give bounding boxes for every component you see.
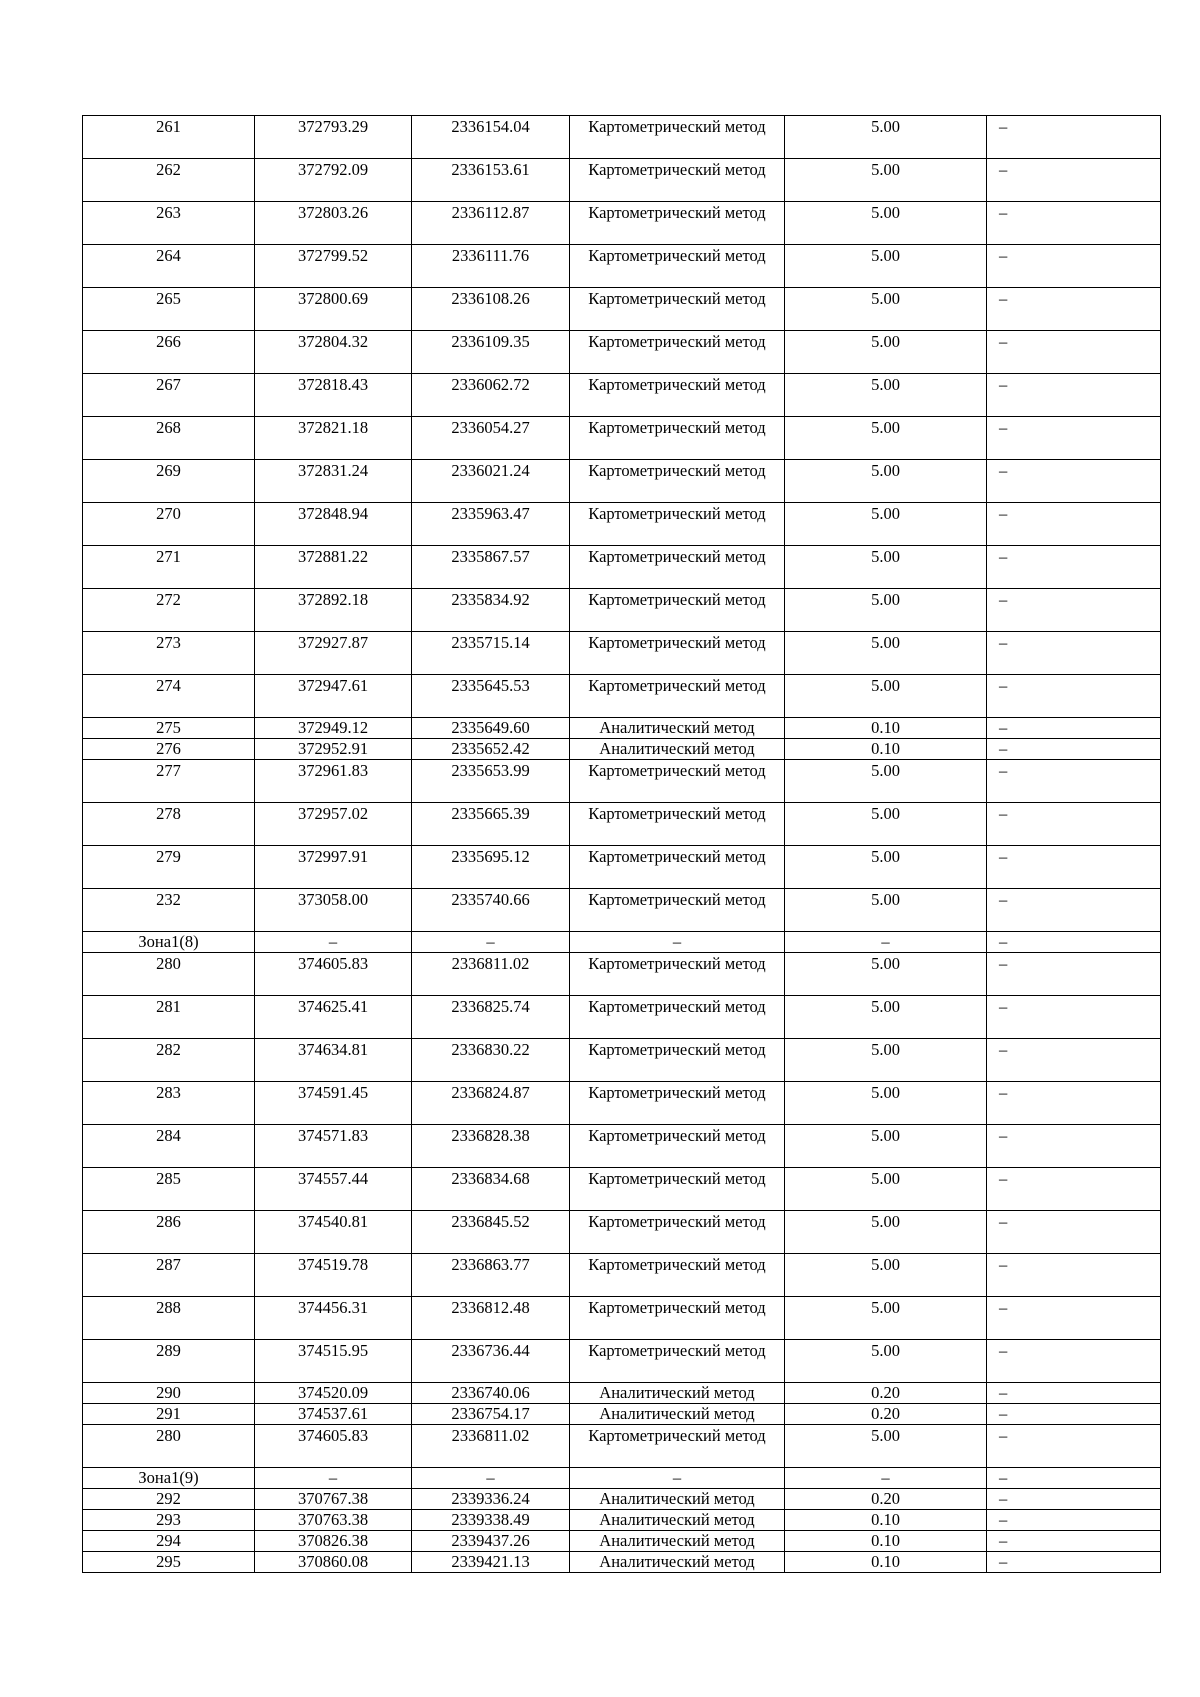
table-row xyxy=(83,374,1161,417)
point-number-cell: 265 xyxy=(83,288,255,331)
y-coordinate-cell: – xyxy=(412,1468,570,1489)
method-cell: Аналитический метод xyxy=(570,1531,785,1552)
note-cell: – xyxy=(987,803,1161,846)
note-cell: – xyxy=(987,1552,1161,1573)
y-coordinate-cell: 2336812.48 xyxy=(412,1297,570,1340)
y-coordinate-cell: 2335834.92 xyxy=(412,589,570,632)
note-cell: – xyxy=(987,1489,1161,1510)
point-number-cell: Зона1(8) xyxy=(83,932,255,953)
y-coordinate-cell: 2336845.52 xyxy=(412,1211,570,1254)
table-row xyxy=(83,846,1161,889)
x-coordinate-cell: 374625.41 xyxy=(255,996,412,1039)
y-coordinate-cell: 2335695.12 xyxy=(412,846,570,889)
note-cell: – xyxy=(987,1510,1161,1531)
y-coordinate-cell: 2335653.99 xyxy=(412,760,570,803)
method-cell: Картометрический метод xyxy=(570,159,785,202)
point-number-cell: 281 xyxy=(83,996,255,1039)
table-row xyxy=(83,1340,1161,1383)
method-cell: Картометрический метод xyxy=(570,1254,785,1297)
note-cell: – xyxy=(987,739,1161,760)
y-coordinate-cell: 2339421.13 xyxy=(412,1552,570,1573)
note-cell: – xyxy=(987,1254,1161,1297)
accuracy-cell: 5.00 xyxy=(785,116,987,159)
point-number-cell: 274 xyxy=(83,675,255,718)
y-coordinate-cell: 2336111.76 xyxy=(412,245,570,288)
accuracy-cell: 5.00 xyxy=(785,331,987,374)
point-number-cell: 285 xyxy=(83,1168,255,1211)
y-coordinate-cell: 2336062.72 xyxy=(412,374,570,417)
table-row xyxy=(83,1425,1161,1468)
note-cell: – xyxy=(987,632,1161,675)
note-cell: – xyxy=(987,546,1161,589)
point-number-cell: Зона1(9) xyxy=(83,1468,255,1489)
note-cell: – xyxy=(987,889,1161,932)
accuracy-cell: 5.00 xyxy=(785,996,987,1039)
accuracy-cell: 5.00 xyxy=(785,1168,987,1211)
x-coordinate-cell: 374605.83 xyxy=(255,1425,412,1468)
method-cell: Аналитический метод xyxy=(570,1489,785,1510)
x-coordinate-cell: 374537.61 xyxy=(255,1404,412,1425)
note-cell: – xyxy=(987,760,1161,803)
method-cell: Аналитический метод xyxy=(570,739,785,760)
table-row xyxy=(83,288,1161,331)
point-number-cell: 280 xyxy=(83,1425,255,1468)
y-coordinate-cell: 2335715.14 xyxy=(412,632,570,675)
point-number-cell: 277 xyxy=(83,760,255,803)
method-cell: – xyxy=(570,932,785,953)
method-cell: Аналитический метод xyxy=(570,1404,785,1425)
y-coordinate-cell: 2335652.42 xyxy=(412,739,570,760)
point-number-cell: 286 xyxy=(83,1211,255,1254)
method-cell: Картометрический метод xyxy=(570,632,785,675)
y-coordinate-cell: 2335665.39 xyxy=(412,803,570,846)
table-row xyxy=(83,546,1161,589)
accuracy-cell: 5.00 xyxy=(785,1425,987,1468)
accuracy-cell: 0.20 xyxy=(785,1383,987,1404)
note-cell: – xyxy=(987,1531,1161,1552)
note-cell: – xyxy=(987,331,1161,374)
accuracy-cell: 0.10 xyxy=(785,1552,987,1573)
method-cell: Картометрический метод xyxy=(570,846,785,889)
x-coordinate-cell: 372792.09 xyxy=(255,159,412,202)
method-cell: Картометрический метод xyxy=(570,675,785,718)
method-cell: – xyxy=(570,1468,785,1489)
point-number-cell: 278 xyxy=(83,803,255,846)
accuracy-cell: 0.10 xyxy=(785,739,987,760)
point-number-cell: 266 xyxy=(83,331,255,374)
point-number-cell: 271 xyxy=(83,546,255,589)
point-number-cell: 280 xyxy=(83,953,255,996)
table-row xyxy=(83,1383,1161,1404)
note-cell: – xyxy=(987,1168,1161,1211)
note-cell: – xyxy=(987,503,1161,546)
point-number-cell: 288 xyxy=(83,1297,255,1340)
point-number-cell: 267 xyxy=(83,374,255,417)
point-number-cell: 279 xyxy=(83,846,255,889)
x-coordinate-cell: 372803.26 xyxy=(255,202,412,245)
point-number-cell: 261 xyxy=(83,116,255,159)
y-coordinate-cell: 2336828.38 xyxy=(412,1125,570,1168)
note-cell: – xyxy=(987,1297,1161,1340)
x-coordinate-cell: 370763.38 xyxy=(255,1510,412,1531)
accuracy-cell: 5.00 xyxy=(785,803,987,846)
x-coordinate-cell: 372957.02 xyxy=(255,803,412,846)
point-number-cell: 290 xyxy=(83,1383,255,1404)
x-coordinate-cell: 372804.32 xyxy=(255,331,412,374)
x-coordinate-cell: 370826.38 xyxy=(255,1531,412,1552)
accuracy-cell: 5.00 xyxy=(785,1297,987,1340)
note-cell: – xyxy=(987,159,1161,202)
point-number-cell: 295 xyxy=(83,1552,255,1573)
method-cell: Картометрический метод xyxy=(570,1125,785,1168)
method-cell: Картометрический метод xyxy=(570,996,785,1039)
table-row xyxy=(83,953,1161,996)
note-cell: – xyxy=(987,245,1161,288)
y-coordinate-cell: 2336824.87 xyxy=(412,1082,570,1125)
note-cell: – xyxy=(987,932,1161,953)
x-coordinate-cell: 372799.52 xyxy=(255,245,412,288)
y-coordinate-cell: 2336109.35 xyxy=(412,331,570,374)
method-cell: Картометрический метод xyxy=(570,288,785,331)
point-number-cell: 284 xyxy=(83,1125,255,1168)
table-row xyxy=(83,803,1161,846)
x-coordinate-cell: 372848.94 xyxy=(255,503,412,546)
accuracy-cell: 5.00 xyxy=(785,245,987,288)
method-cell: Картометрический метод xyxy=(570,1425,785,1468)
point-number-cell: 268 xyxy=(83,417,255,460)
accuracy-cell: 5.00 xyxy=(785,1039,987,1082)
table-row xyxy=(83,1510,1161,1531)
accuracy-cell: 5.00 xyxy=(785,675,987,718)
table-row xyxy=(83,417,1161,460)
table-row xyxy=(83,245,1161,288)
coordinates-table xyxy=(82,115,1161,1573)
x-coordinate-cell: 372821.18 xyxy=(255,417,412,460)
accuracy-cell: 5.00 xyxy=(785,632,987,675)
point-number-cell: 269 xyxy=(83,460,255,503)
table-row xyxy=(83,1489,1161,1510)
y-coordinate-cell: 2336112.87 xyxy=(412,202,570,245)
table-row xyxy=(83,460,1161,503)
x-coordinate-cell: – xyxy=(255,1468,412,1489)
y-coordinate-cell: 2336154.04 xyxy=(412,116,570,159)
x-coordinate-cell: 373058.00 xyxy=(255,889,412,932)
coordinates-table-body xyxy=(83,116,1161,1573)
point-number-cell: 263 xyxy=(83,202,255,245)
y-coordinate-cell: 2339437.26 xyxy=(412,1531,570,1552)
method-cell: Картометрический метод xyxy=(570,1039,785,1082)
table-row xyxy=(83,675,1161,718)
x-coordinate-cell: 372952.91 xyxy=(255,739,412,760)
method-cell: Картометрический метод xyxy=(570,245,785,288)
note-cell: – xyxy=(987,1383,1161,1404)
x-coordinate-cell: 374520.09 xyxy=(255,1383,412,1404)
point-number-cell: 287 xyxy=(83,1254,255,1297)
x-coordinate-cell: 374540.81 xyxy=(255,1211,412,1254)
method-cell: Картометрический метод xyxy=(570,1211,785,1254)
y-coordinate-cell: 2336054.27 xyxy=(412,417,570,460)
y-coordinate-cell: 2335963.47 xyxy=(412,503,570,546)
point-number-cell: 283 xyxy=(83,1082,255,1125)
x-coordinate-cell: 372947.61 xyxy=(255,675,412,718)
x-coordinate-cell: 374605.83 xyxy=(255,953,412,996)
y-coordinate-cell: 2335645.53 xyxy=(412,675,570,718)
accuracy-cell: 0.10 xyxy=(785,718,987,739)
table-row xyxy=(83,589,1161,632)
table-row xyxy=(83,331,1161,374)
method-cell: Картометрический метод xyxy=(570,760,785,803)
point-number-cell: 294 xyxy=(83,1531,255,1552)
note-cell: – xyxy=(987,589,1161,632)
accuracy-cell: 5.00 xyxy=(785,1211,987,1254)
x-coordinate-cell: 372818.43 xyxy=(255,374,412,417)
table-row xyxy=(83,1468,1161,1489)
note-cell: – xyxy=(987,675,1161,718)
point-number-cell: 232 xyxy=(83,889,255,932)
accuracy-cell: 5.00 xyxy=(785,374,987,417)
method-cell: Аналитический метод xyxy=(570,1510,785,1531)
x-coordinate-cell: 372892.18 xyxy=(255,589,412,632)
note-cell: – xyxy=(987,996,1161,1039)
x-coordinate-cell: 372961.83 xyxy=(255,760,412,803)
method-cell: Картометрический метод xyxy=(570,889,785,932)
table-row xyxy=(83,116,1161,159)
table-row xyxy=(83,1039,1161,1082)
table-row xyxy=(83,202,1161,245)
method-cell: Картометрический метод xyxy=(570,589,785,632)
method-cell: Аналитический метод xyxy=(570,718,785,739)
point-number-cell: 292 xyxy=(83,1489,255,1510)
y-coordinate-cell: 2335649.60 xyxy=(412,718,570,739)
note-cell: – xyxy=(987,460,1161,503)
table-row xyxy=(83,996,1161,1039)
y-coordinate-cell: – xyxy=(412,932,570,953)
accuracy-cell: 5.00 xyxy=(785,460,987,503)
method-cell: Картометрический метод xyxy=(570,546,785,589)
x-coordinate-cell: 374515.95 xyxy=(255,1340,412,1383)
table-row xyxy=(83,503,1161,546)
note-cell: – xyxy=(987,1082,1161,1125)
x-coordinate-cell: 374456.31 xyxy=(255,1297,412,1340)
accuracy-cell: – xyxy=(785,932,987,953)
table-row xyxy=(83,739,1161,760)
accuracy-cell: 5.00 xyxy=(785,546,987,589)
method-cell: Картометрический метод xyxy=(570,331,785,374)
method-cell: Аналитический метод xyxy=(570,1552,785,1573)
accuracy-cell: 5.00 xyxy=(785,1082,987,1125)
point-number-cell: 270 xyxy=(83,503,255,546)
method-cell: Картометрический метод xyxy=(570,202,785,245)
accuracy-cell: 5.00 xyxy=(785,202,987,245)
y-coordinate-cell: 2336830.22 xyxy=(412,1039,570,1082)
point-number-cell: 272 xyxy=(83,589,255,632)
y-coordinate-cell: 2339338.49 xyxy=(412,1510,570,1531)
table-row xyxy=(83,718,1161,739)
accuracy-cell: 0.20 xyxy=(785,1404,987,1425)
y-coordinate-cell: 2336153.61 xyxy=(412,159,570,202)
x-coordinate-cell: 370860.08 xyxy=(255,1552,412,1573)
y-coordinate-cell: 2339336.24 xyxy=(412,1489,570,1510)
table-row xyxy=(83,1297,1161,1340)
y-coordinate-cell: 2336811.02 xyxy=(412,1425,570,1468)
x-coordinate-cell: 372927.87 xyxy=(255,632,412,675)
note-cell: – xyxy=(987,1404,1161,1425)
note-cell: – xyxy=(987,846,1161,889)
table-row xyxy=(83,1125,1161,1168)
note-cell: – xyxy=(987,718,1161,739)
y-coordinate-cell: 2336811.02 xyxy=(412,953,570,996)
x-coordinate-cell: 370767.38 xyxy=(255,1489,412,1510)
y-coordinate-cell: 2335740.66 xyxy=(412,889,570,932)
accuracy-cell: 5.00 xyxy=(785,589,987,632)
y-coordinate-cell: 2335867.57 xyxy=(412,546,570,589)
accuracy-cell: 0.20 xyxy=(785,1489,987,1510)
y-coordinate-cell: 2336825.74 xyxy=(412,996,570,1039)
y-coordinate-cell: 2336736.44 xyxy=(412,1340,570,1383)
accuracy-cell: 5.00 xyxy=(785,288,987,331)
method-cell: Картометрический метод xyxy=(570,503,785,546)
table-row xyxy=(83,1404,1161,1425)
method-cell: Картометрический метод xyxy=(570,417,785,460)
y-coordinate-cell: 2336108.26 xyxy=(412,288,570,331)
x-coordinate-cell: 374571.83 xyxy=(255,1125,412,1168)
note-cell: – xyxy=(987,116,1161,159)
note-cell: – xyxy=(987,953,1161,996)
x-coordinate-cell: – xyxy=(255,932,412,953)
accuracy-cell: 5.00 xyxy=(785,953,987,996)
y-coordinate-cell: 2336754.17 xyxy=(412,1404,570,1425)
y-coordinate-cell: 2336834.68 xyxy=(412,1168,570,1211)
accuracy-cell: 5.00 xyxy=(785,1340,987,1383)
table-row xyxy=(83,1211,1161,1254)
method-cell: Аналитический метод xyxy=(570,1383,785,1404)
accuracy-cell: 5.00 xyxy=(785,417,987,460)
point-number-cell: 264 xyxy=(83,245,255,288)
point-number-cell: 275 xyxy=(83,718,255,739)
x-coordinate-cell: 372793.29 xyxy=(255,116,412,159)
accuracy-cell: – xyxy=(785,1468,987,1489)
method-cell: Картометрический метод xyxy=(570,1297,785,1340)
point-number-cell: 289 xyxy=(83,1340,255,1383)
point-number-cell: 273 xyxy=(83,632,255,675)
method-cell: Картометрический метод xyxy=(570,116,785,159)
table-row xyxy=(83,159,1161,202)
point-number-cell: 262 xyxy=(83,159,255,202)
accuracy-cell: 5.00 xyxy=(785,889,987,932)
method-cell: Картометрический метод xyxy=(570,374,785,417)
table-row xyxy=(83,932,1161,953)
table-row xyxy=(83,1531,1161,1552)
table-row xyxy=(83,889,1161,932)
x-coordinate-cell: 374557.44 xyxy=(255,1168,412,1211)
note-cell: – xyxy=(987,1425,1161,1468)
method-cell: Картометрический метод xyxy=(570,460,785,503)
accuracy-cell: 0.10 xyxy=(785,1510,987,1531)
method-cell: Картометрический метод xyxy=(570,953,785,996)
note-cell: – xyxy=(987,1340,1161,1383)
note-cell: – xyxy=(987,1468,1161,1489)
method-cell: Картометрический метод xyxy=(570,1168,785,1211)
note-cell: – xyxy=(987,417,1161,460)
accuracy-cell: 5.00 xyxy=(785,159,987,202)
note-cell: – xyxy=(987,288,1161,331)
table-row xyxy=(83,760,1161,803)
point-number-cell: 291 xyxy=(83,1404,255,1425)
accuracy-cell: 5.00 xyxy=(785,503,987,546)
accuracy-cell: 5.00 xyxy=(785,846,987,889)
table-row xyxy=(83,1254,1161,1297)
table-row xyxy=(83,1082,1161,1125)
accuracy-cell: 0.10 xyxy=(785,1531,987,1552)
x-coordinate-cell: 372831.24 xyxy=(255,460,412,503)
table-row xyxy=(83,632,1161,675)
note-cell: – xyxy=(987,1039,1161,1082)
y-coordinate-cell: 2336863.77 xyxy=(412,1254,570,1297)
table-row xyxy=(83,1168,1161,1211)
x-coordinate-cell: 372881.22 xyxy=(255,546,412,589)
point-number-cell: 282 xyxy=(83,1039,255,1082)
method-cell: Картометрический метод xyxy=(570,1082,785,1125)
x-coordinate-cell: 372949.12 xyxy=(255,718,412,739)
x-coordinate-cell: 374519.78 xyxy=(255,1254,412,1297)
x-coordinate-cell: 372997.91 xyxy=(255,846,412,889)
point-number-cell: 293 xyxy=(83,1510,255,1531)
table-row xyxy=(83,1552,1161,1573)
x-coordinate-cell: 374634.81 xyxy=(255,1039,412,1082)
note-cell: – xyxy=(987,1125,1161,1168)
y-coordinate-cell: 2336740.06 xyxy=(412,1383,570,1404)
accuracy-cell: 5.00 xyxy=(785,1125,987,1168)
note-cell: – xyxy=(987,1211,1161,1254)
method-cell: Картометрический метод xyxy=(570,1340,785,1383)
y-coordinate-cell: 2336021.24 xyxy=(412,460,570,503)
point-number-cell: 276 xyxy=(83,739,255,760)
note-cell: – xyxy=(987,374,1161,417)
accuracy-cell: 5.00 xyxy=(785,1254,987,1297)
note-cell: – xyxy=(987,202,1161,245)
method-cell: Картометрический метод xyxy=(570,803,785,846)
x-coordinate-cell: 372800.69 xyxy=(255,288,412,331)
x-coordinate-cell: 374591.45 xyxy=(255,1082,412,1125)
accuracy-cell: 5.00 xyxy=(785,760,987,803)
